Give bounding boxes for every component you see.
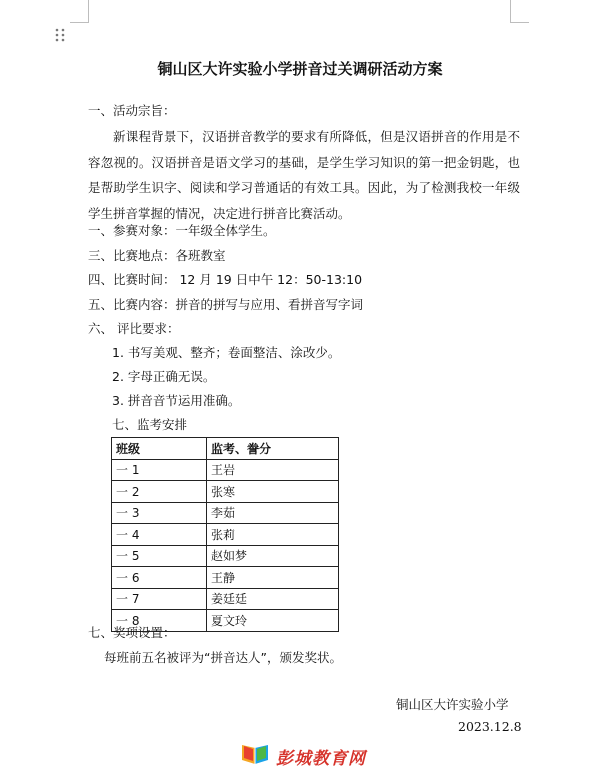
awards-text: 每班前五名被评为“拼音达人”，颁发奖状。: [104, 650, 342, 665]
proctor-heading: 七、监考安排: [112, 417, 188, 432]
table-cell-class: 一 4: [112, 524, 207, 546]
table-cell-class: 一 3: [112, 502, 207, 524]
table-row: [112, 567, 339, 589]
drag-handle-icon[interactable]: [54, 28, 66, 42]
table-header-row: [112, 438, 339, 460]
signature-org: 铜山区大许实验小学: [396, 697, 509, 712]
table-row: [112, 459, 339, 481]
table-cell-proctor: 王岩: [207, 459, 339, 481]
table-header-proctor: 监考、誊分: [207, 438, 339, 460]
table-row: [112, 588, 339, 610]
participants-line: 一、参赛对象：一年级全体学生。: [88, 223, 276, 238]
proctor-table: [111, 437, 339, 632]
table-row: [112, 502, 339, 524]
watermark-text: 彭城教育网: [276, 748, 366, 769]
book-logo-icon: [240, 742, 270, 770]
table-cell-class: 一 8: [112, 610, 207, 632]
awards-heading: 七、奖项设置：: [88, 625, 176, 640]
criteria-item-1: 1. 书写美观、整齐；卷面整洁、涂改少。: [112, 345, 341, 360]
table-cell-proctor: 王静: [207, 567, 339, 589]
table-cell-proctor: 张寒: [207, 481, 339, 503]
table-cell-proctor: 赵如梦: [207, 545, 339, 567]
page-corner-top-left: [70, 0, 89, 23]
location-line: 三、比赛地点：各班教室: [88, 248, 226, 263]
table-row: [112, 545, 339, 567]
section-purpose-heading: 一、活动宗旨：: [88, 103, 176, 118]
table-row: [112, 481, 339, 503]
content-line: 五、比赛内容：拼音的拼写与应用、看拼音写字词: [88, 297, 364, 312]
document-title: 铜山区大许实验小学拼音过关调研活动方案: [157, 60, 443, 78]
section-purpose-paragraph: 新课程背景下，汉语拼音教学的要求有所降低，但是汉语拼音的作用是不容忽视的。汉语拼音是语文学习的基础，是学生学习知识的第一把金钥匙，也是帮助学生识字、阅读和学习普通话的有效工具。因此，为了检测我校一年级学生拼音掌握的情况，决定进行拼音比赛活动。: [88, 129, 520, 221]
table-cell-proctor: 李茹: [207, 502, 339, 524]
table-cell-class: 一 5: [112, 545, 207, 567]
signature-date: 2023.12.8: [458, 719, 522, 734]
criteria-item-2: 2. 字母正确无误。: [112, 369, 216, 384]
table-cell-class: 一 2: [112, 481, 207, 503]
table-cell-class: 一 1: [112, 459, 207, 481]
watermark-logo: [240, 743, 366, 769]
table-cell-proctor: 夏文玲: [207, 610, 339, 632]
table-cell-proctor: 张莉: [207, 524, 339, 546]
table-cell-class: 一 7: [112, 588, 207, 610]
criteria-item-3: 3. 拼音音节运用准确。: [112, 393, 241, 408]
table-cell-class: 一 6: [112, 567, 207, 589]
time-line: 四、比赛时间： 12 月 19 日中午 12：50-13:10: [88, 272, 363, 287]
criteria-heading: 六、 评比要求：: [88, 321, 180, 336]
page-corner-top-right: [510, 0, 529, 23]
table-row: [112, 524, 339, 546]
table-header-class: 班级: [112, 438, 207, 460]
table-cell-proctor: 姜廷廷: [207, 588, 339, 610]
